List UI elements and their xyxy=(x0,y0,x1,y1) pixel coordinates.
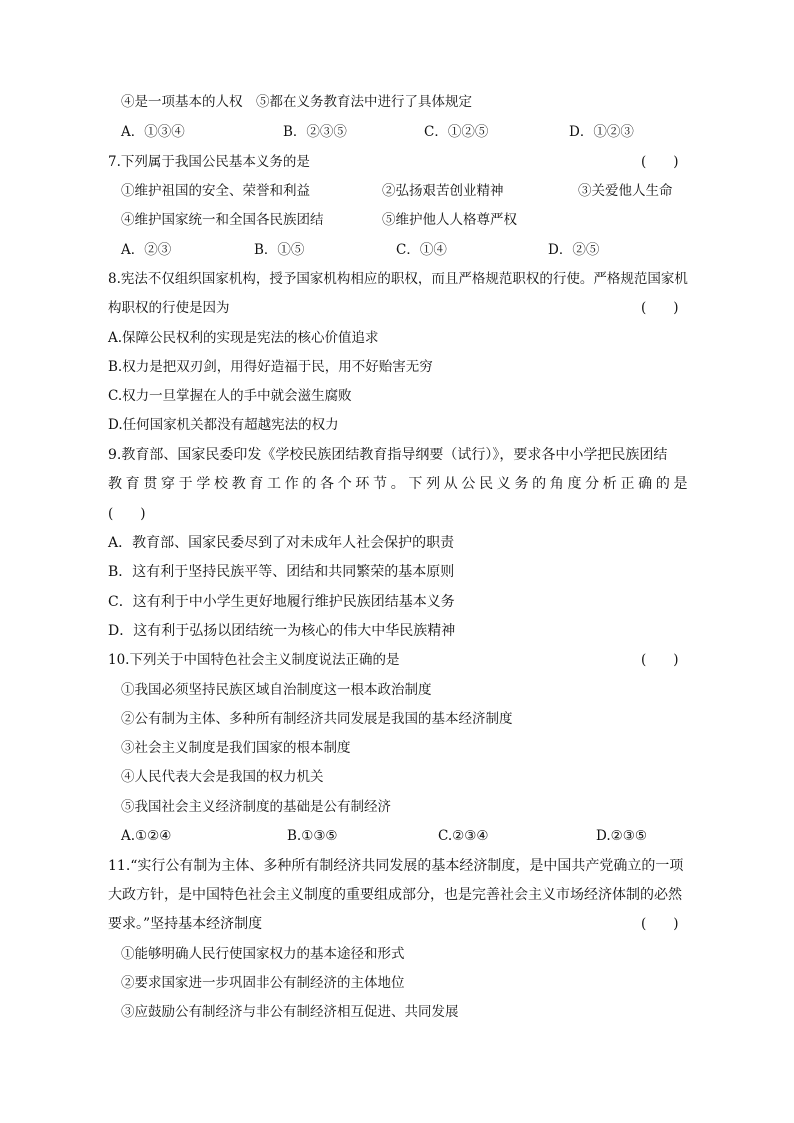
q7-option-d: D．②⑤ xyxy=(548,242,600,258)
q11-answer-paren: ( ) xyxy=(641,916,679,932)
q10-item-2: ②公有制为主体、多种所有制经济共同发展是我国的基本经济制度 xyxy=(121,711,513,727)
q9-option-c: C．这有利于中小学生更好地履行维护民族团结基本义务 xyxy=(108,594,455,610)
q10-option-a: A.①②④ xyxy=(121,828,172,844)
q7-option-a: A．②③ xyxy=(121,242,172,258)
q7-option-c: C．①④ xyxy=(396,242,447,258)
q7-item-5: ⑤维护他人人格尊严权 xyxy=(382,212,517,228)
q10-item-3: ③社会主义制度是我们国家的根本制度 xyxy=(121,740,351,756)
q7-item-3: ③关爱他人生命 xyxy=(578,183,673,199)
q9-option-a: A．教育部、国家民委尽到了对未成年人社会保护的职责 xyxy=(108,535,455,551)
q8-stem-line2: 构职权的行使是因为 xyxy=(108,300,230,316)
q9-stem-line1: 9.教育部、国家民委印发《学校民族团结教育指导纲要（试行）》，要求各中小学把民族团结 xyxy=(108,447,668,463)
q11-item-2: ②要求国家进一步巩固非公有制经济的主体地位 xyxy=(121,975,405,991)
q6-option-a: A．①③④ xyxy=(121,124,185,140)
q7-item-1: ①维护祖国的安全、荣誉和利益 xyxy=(121,183,310,199)
q8-option-a: A.保障公民权利的实现是宪法的核心价值追求 xyxy=(108,330,379,346)
q8-option-b: B.权力是把双刃剑，用得好造福于民，用不好贻害无穷 xyxy=(108,359,433,375)
q10-option-b: B.①③⑤ xyxy=(287,828,338,844)
q7-answer-paren: ( ) xyxy=(641,154,679,170)
q11-stem-line1: 11.“实行公有制为主体、多种所有制经济共同发展的基本经济制度，是中国共产党确立的一项 xyxy=(108,858,684,874)
q10-item-4: ④人民代表大会是我国的权力机关 xyxy=(121,769,324,785)
q7-item-2: ②弘扬艰苦创业精神 xyxy=(382,183,504,199)
q9-option-d: D．这有利于弘扬以团结统一为核心的伟大中华民族精神 xyxy=(108,623,456,639)
q6-items-line: ④是一项基本的人权 ⑤都在义务教育法中进行了具体规定 xyxy=(121,94,472,110)
q7-stem: 7.下列属于我国公民基本义务的是 xyxy=(108,154,310,170)
q6-option-d: D．①②③ xyxy=(569,124,634,140)
q11-stem-line2: 大政方针，是中国特色社会主义制度的重要组成部分，也是完善社会主义市场经济体制的必然 xyxy=(108,887,682,903)
q10-item-5: ⑤我国社会主义经济制度的基础是公有制经济 xyxy=(121,799,391,815)
q8-stem-line1: 8.宪法不仅组织国家机构，授予国家机构相应的职权，而且严格规范职权的行使。严格规范国家机 xyxy=(108,271,688,287)
q6-option-b: B．②③⑤ xyxy=(283,124,347,140)
q10-item-1: ①我国必须坚持民族区域自治制度这一根本政治制度 xyxy=(121,682,432,698)
q7-option-b: B．①⑤ xyxy=(254,242,305,258)
q9-option-b: B．这有利于坚持民族平等、团结和共同繁荣的基本原则 xyxy=(108,564,455,580)
q10-stem: 10.下列关于中国特色社会主义制度说法正确的是 xyxy=(108,652,400,668)
q7-item-4: ④维护国家统一和全国各民族团结 xyxy=(121,212,324,228)
q10-option-d: D.②③⑤ xyxy=(596,828,647,844)
q8-option-d: D.任何国家机关都没有超越宪法的权力 xyxy=(108,417,339,433)
q10-option-c: C.②③④ xyxy=(438,828,489,844)
q9-stem-line2: 教育贯穿于学校教育工作的各个环节。下列从公民义务的角度分析正确的是 xyxy=(108,476,688,492)
q11-item-1: ①能够明确人民行使国家权力的基本途径和形式 xyxy=(121,946,405,962)
q11-item-3: ③应鼓励公有制经济与非公有制经济相互促进、共同发展 xyxy=(121,1004,459,1020)
q11-stem-line3: 要求。”坚持基本经济制度 xyxy=(108,916,263,932)
q10-answer-paren: ( ) xyxy=(641,652,679,668)
q8-option-c: C.权力一旦掌握在人的手中就会滋生腐败 xyxy=(108,388,352,404)
q8-answer-paren: ( ) xyxy=(641,300,679,316)
q9-answer-paren: ( ) xyxy=(108,506,146,522)
q6-option-c: C．①②⑤ xyxy=(424,124,489,140)
